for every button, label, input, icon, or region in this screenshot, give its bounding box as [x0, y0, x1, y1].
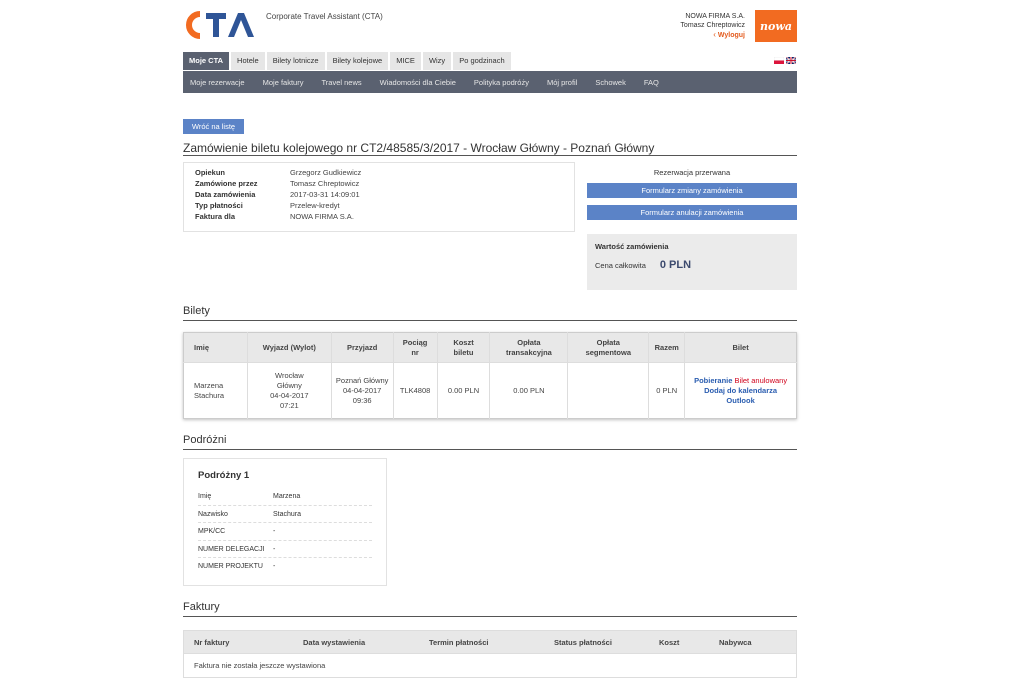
traveller-row: Imię Marzena: [198, 488, 372, 506]
main-tabs: [183, 52, 511, 70]
sub-navigation: [183, 71, 797, 93]
cta-logo[interactable]: [183, 10, 255, 40]
detail-row: Typ płatności Przelew-kredyt: [195, 201, 340, 210]
add-to-calendar-link[interactable]: Dodaj do kalendarza: [704, 385, 778, 395]
order-value-box: [587, 234, 797, 290]
chevron-left-icon: ‹: [713, 30, 716, 39]
page-title: Zamówienie biletu kolejowego nr CT2/48585/3/2017 - Wrocław Główny - Poznań Główny: [183, 141, 655, 155]
col-invoice-number: Nr faktury: [194, 637, 230, 647]
cell-arrival: Poznań Główny 04-04-2017 09:36: [331, 363, 393, 419]
invoices-empty-message: Faktura nie została jeszcze wystawiona: [183, 654, 797, 678]
subnav-faq[interactable]: FAQ: [643, 77, 659, 87]
col-total: Razem: [649, 333, 685, 363]
tab-bilety-lotnicze[interactable]: Bilety lotnicze: [267, 52, 325, 70]
outlook-link[interactable]: Outlook: [726, 395, 755, 405]
col-ticket: Bilet: [685, 333, 797, 363]
title-divider: [183, 155, 797, 156]
language-flags: [774, 57, 796, 64]
tab-wizy[interactable]: Wizy: [423, 52, 451, 70]
download-link[interactable]: Pobieranie: [694, 375, 733, 385]
cell-name: Marzena Stachura: [184, 363, 248, 419]
subnav-moje-faktury[interactable]: Moje faktury: [262, 77, 304, 87]
change-order-form-button[interactable]: Formularz zmiany zamówienia: [587, 183, 797, 198]
user-block: [680, 12, 745, 40]
tab-hotele[interactable]: Hotele: [231, 52, 265, 70]
reservation-status: Rezerwacja przerwana: [653, 168, 731, 177]
logout-link[interactable]: ‹ Wyloguj: [713, 30, 745, 39]
col-cost: Koszt biletu: [437, 333, 490, 363]
total-price-label: Cena całkowita: [595, 261, 646, 270]
tab-mice[interactable]: MICE: [390, 52, 421, 70]
cell-ticket: [685, 363, 797, 419]
cell-train: TLK4808: [393, 363, 437, 419]
cell-total: 0 PLN: [649, 363, 685, 419]
travellers-divider: [183, 449, 797, 450]
cta-logo-icon: [183, 10, 255, 40]
col-name: Imię: [184, 333, 248, 363]
invoices-table-header: [183, 630, 797, 654]
table-row: [184, 363, 797, 419]
order-value-heading: Wartość zamówienia: [595, 242, 669, 251]
tab-moje-cta[interactable]: Moje CTA: [183, 52, 229, 70]
traveller-row: Nazwisko Stachura: [198, 506, 372, 524]
col-train: Pociąg nr: [393, 333, 437, 363]
english-flag-icon[interactable]: [786, 57, 796, 64]
traveller-row: NUMER PROJEKTU -: [198, 563, 276, 570]
invoices-divider: [183, 616, 797, 617]
col-buyer: Nabywca: [719, 637, 752, 647]
traveller-row: MPK/CC -: [198, 523, 372, 541]
col-departure: Wyjazd (Wylot): [247, 333, 331, 363]
tickets-section-title: Bilety: [183, 305, 210, 317]
traveller-card: [183, 458, 387, 586]
order-details: [183, 162, 575, 232]
invoices-section-title: Faktury: [183, 601, 220, 613]
app-title: Corporate Travel Assistant (CTA): [266, 12, 383, 21]
detail-row: Opiekun Grzegorz Gudkiewicz: [195, 168, 362, 177]
tickets-table: [183, 332, 797, 419]
detail-row: Faktura dla NOWA FIRMA S.A.: [195, 212, 354, 221]
travellers-section-title: Podróżni: [183, 434, 227, 446]
company-name: NOWA FIRMA S.A.: [685, 13, 745, 20]
total-price-value: 0 PLN: [659, 259, 692, 271]
col-payment-status: Status płatności: [554, 637, 612, 647]
cell-segment-fee: [568, 363, 649, 419]
subnav-schowek[interactable]: Schowek: [595, 77, 626, 87]
cell-fee: 0.00 PLN: [490, 363, 568, 419]
col-invoice-cost: Koszt: [659, 637, 680, 647]
detail-row: Zamówione przez Tomasz Chreptowicz: [195, 179, 360, 188]
tab-bilety-kolejowe[interactable]: Bilety kolejowe: [327, 52, 389, 70]
nowa-badge: nowa: [755, 10, 797, 42]
cancel-order-form-button[interactable]: Formularz anulacji zamówienia: [587, 205, 797, 220]
subnav-wiadomosci[interactable]: Wiadomości dla Ciebie: [379, 77, 456, 87]
tickets-divider: [183, 320, 797, 321]
traveller-card-title: Podróżny 1: [198, 470, 250, 481]
back-to-list-button[interactable]: Wróć na listę: [183, 119, 244, 134]
subnav-moj-profil[interactable]: Mój profil: [546, 77, 578, 87]
tab-po-godzinach[interactable]: Po godzinach: [453, 52, 510, 70]
cell-departure: Wrocław Główny 04-04-2017 07:21: [247, 363, 331, 419]
col-arrival: Przyjazd: [331, 333, 393, 363]
ticket-cancelled-label: Bilet anulowany: [734, 375, 788, 385]
traveller-row: NUMER DELEGACJI -: [198, 541, 372, 559]
subnav-polityka-podrozy[interactable]: Polityka podróży: [473, 77, 529, 87]
table-header-row: [184, 333, 797, 363]
subnav-travel-news[interactable]: Travel news: [321, 77, 362, 87]
detail-row: Data zamówienia 2017-03-31 14:09:01: [195, 190, 360, 199]
col-issue-date: Data wystawienia: [303, 637, 366, 647]
subnav-moje-rezerwacje[interactable]: Moje rezerwacje: [190, 77, 245, 87]
polish-flag-icon[interactable]: [774, 57, 784, 64]
col-fee: Opłata transakcyjna: [490, 333, 568, 363]
user-name: Tomasz Chreptowicz: [680, 22, 745, 29]
col-payment-due: Termin płatności: [429, 637, 489, 647]
cell-cost: 0.00 PLN: [437, 363, 490, 419]
col-segment-fee: Opłata segmentowa: [568, 333, 649, 363]
